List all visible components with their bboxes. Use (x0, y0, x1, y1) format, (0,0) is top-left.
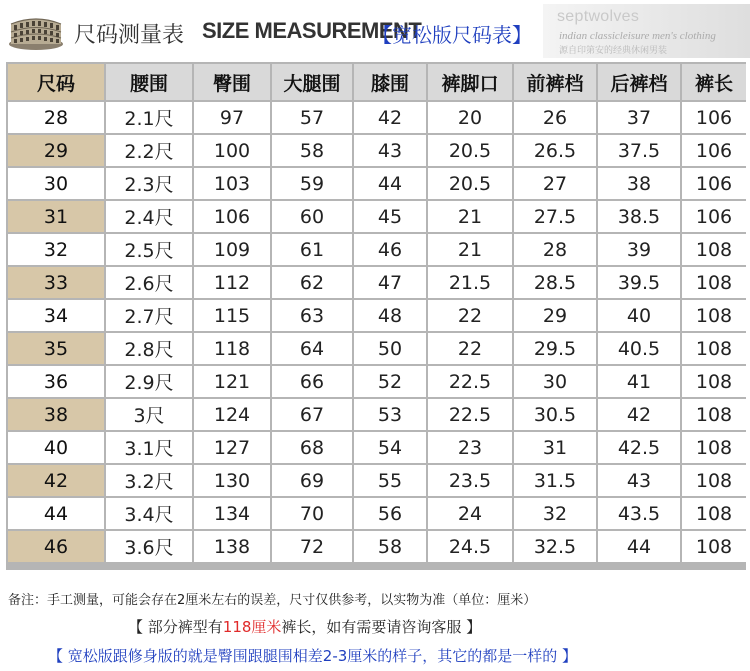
table-cell: 3.4尺 (106, 498, 192, 529)
table-cell: 37.5 (598, 135, 680, 166)
table-cell: 27.5 (514, 201, 596, 232)
table-cell: 106 (682, 102, 746, 133)
table-cell: 22 (428, 300, 512, 331)
table-row (8, 465, 746, 496)
table-cell: 3.1尺 (106, 432, 192, 463)
brand-tagline-cn: 源自印第安的经典休闲男装 (559, 46, 668, 56)
table-cell: 134 (194, 498, 270, 529)
table-cell: 43 (354, 135, 426, 166)
brand-watermark (543, 4, 750, 58)
table-cell: 108 (682, 300, 746, 331)
table-cell: 52 (354, 366, 426, 397)
page-title-en: SIZE MEASUREMENT (202, 18, 422, 43)
table-cell: 41 (598, 366, 680, 397)
table-cell: 64 (272, 333, 352, 364)
table-cell: 130 (194, 465, 270, 496)
table-row (8, 102, 746, 133)
table-cell: 2.1尺 (106, 102, 192, 133)
table-cell: 40 (598, 300, 680, 331)
table-row (8, 135, 746, 166)
table-cell: 63 (272, 300, 352, 331)
table-cell: 108 (682, 465, 746, 496)
table-cell: 2.5尺 (106, 234, 192, 265)
table-row (8, 300, 746, 331)
table-cell: 100 (194, 135, 270, 166)
table-cell: 31.5 (514, 465, 596, 496)
length-note-highlight: 118厘米 (222, 618, 282, 636)
table-cell: 62 (272, 267, 352, 298)
table-cell: 20.5 (428, 135, 512, 166)
table-cell: 56 (354, 498, 426, 529)
table-cell: 121 (194, 366, 270, 397)
table-cell: 22.5 (428, 366, 512, 397)
table-cell: 21.5 (428, 267, 512, 298)
size-cell: 30 (8, 168, 104, 199)
column-header: 臀围 (194, 64, 270, 100)
colosseum-icon (8, 10, 64, 52)
column-header: 大腿围 (272, 64, 352, 100)
table-cell: 40.5 (598, 333, 680, 364)
table-cell: 58 (272, 135, 352, 166)
table-row (8, 399, 746, 430)
column-header: 后裤档 (598, 64, 680, 100)
table-cell: 30 (514, 366, 596, 397)
table-cell: 46 (354, 234, 426, 265)
table-cell: 112 (194, 267, 270, 298)
table-cell: 32.5 (514, 531, 596, 562)
table-cell: 106 (682, 201, 746, 232)
table-cell: 38 (598, 168, 680, 199)
table-cell: 29 (514, 300, 596, 331)
column-header: 腰围 (106, 64, 192, 100)
page-title-tag: 【宽松版尺码表】 (372, 23, 532, 47)
table-cell: 45 (354, 201, 426, 232)
size-cell: 32 (8, 234, 104, 265)
column-header: 膝围 (354, 64, 426, 100)
column-header: 裤脚口 (428, 64, 512, 100)
table-cell: 2.4尺 (106, 201, 192, 232)
length-note (128, 616, 481, 637)
table-cell: 42 (354, 102, 426, 133)
size-cell: 40 (8, 432, 104, 463)
table-cell: 103 (194, 168, 270, 199)
table-cell: 43.5 (598, 498, 680, 529)
size-cell: 38 (8, 399, 104, 430)
measurement-note: 备注：手工测量，可能会存在2厘米左右的误差，尺寸仅供参考，以实物为准（单位：厘米） (8, 593, 537, 608)
table-cell: 44 (354, 168, 426, 199)
table-cell: 37 (598, 102, 680, 133)
table-cell: 43 (598, 465, 680, 496)
table-cell: 55 (354, 465, 426, 496)
size-cell: 42 (8, 465, 104, 496)
table-cell: 67 (272, 399, 352, 430)
table-cell: 57 (272, 102, 352, 133)
table-cell: 59 (272, 168, 352, 199)
table-row (8, 267, 746, 298)
table-cell: 70 (272, 498, 352, 529)
table-cell: 109 (194, 234, 270, 265)
table-cell: 108 (682, 531, 746, 562)
length-note-prefix: 【 部分裤型有 (128, 618, 223, 636)
table-cell: 69 (272, 465, 352, 496)
table-cell: 2.9尺 (106, 366, 192, 397)
table-cell: 47 (354, 267, 426, 298)
size-table-container (6, 62, 746, 570)
table-cell: 24.5 (428, 531, 512, 562)
table-cell: 108 (682, 498, 746, 529)
table-cell: 58 (354, 531, 426, 562)
table-row (8, 201, 746, 232)
column-header: 前裤档 (514, 64, 596, 100)
table-cell: 61 (272, 234, 352, 265)
table-cell: 39.5 (598, 267, 680, 298)
table-cell: 22.5 (428, 399, 512, 430)
table-cell: 39 (598, 234, 680, 265)
table-row (8, 366, 746, 397)
table-cell: 127 (194, 432, 270, 463)
table-cell: 44 (598, 531, 680, 562)
table-row (8, 531, 746, 562)
table-row (8, 333, 746, 364)
table-cell: 22 (428, 333, 512, 364)
table-cell: 66 (272, 366, 352, 397)
table-header-row (8, 64, 746, 100)
table-cell: 124 (194, 399, 270, 430)
table-row (8, 432, 746, 463)
table-cell: 38.5 (598, 201, 680, 232)
size-cell: 36 (8, 366, 104, 397)
column-header: 尺码 (8, 64, 104, 100)
table-cell: 108 (682, 333, 746, 364)
table-cell: 20 (428, 102, 512, 133)
table-cell: 108 (682, 432, 746, 463)
table-cell: 97 (194, 102, 270, 133)
size-cell: 44 (8, 498, 104, 529)
table-cell: 2.6尺 (106, 267, 192, 298)
column-header: 裤长 (682, 64, 746, 100)
brand-name: septwolves (557, 8, 640, 25)
table-cell: 138 (194, 531, 270, 562)
table-cell: 68 (272, 432, 352, 463)
length-note-suffix: 裤长，如有需要请咨询客服 】 (281, 618, 482, 636)
table-cell: 26 (514, 102, 596, 133)
table-cell: 3尺 (106, 399, 192, 430)
table-cell: 2.8尺 (106, 333, 192, 364)
table-cell: 3.2尺 (106, 465, 192, 496)
table-cell: 106 (682, 135, 746, 166)
table-cell: 2.7尺 (106, 300, 192, 331)
table-cell: 108 (682, 234, 746, 265)
table-cell: 48 (354, 300, 426, 331)
table-cell: 115 (194, 300, 270, 331)
table-cell: 50 (354, 333, 426, 364)
table-cell: 23 (428, 432, 512, 463)
table-cell: 60 (272, 201, 352, 232)
table-cell: 3.6尺 (106, 531, 192, 562)
table-cell: 106 (682, 168, 746, 199)
size-cell: 34 (8, 300, 104, 331)
table-cell: 21 (428, 234, 512, 265)
size-cell: 46 (8, 531, 104, 562)
table-cell: 23.5 (428, 465, 512, 496)
table-cell: 42 (598, 399, 680, 430)
table-cell: 29.5 (514, 333, 596, 364)
size-cell: 31 (8, 201, 104, 232)
table-body (8, 102, 746, 562)
table-cell: 28 (514, 234, 596, 265)
table-cell: 118 (194, 333, 270, 364)
page-title-cn: 尺码测量表 (74, 23, 185, 48)
header (0, 0, 750, 62)
table-row (8, 234, 746, 265)
table-cell: 106 (194, 201, 270, 232)
table-cell: 21 (428, 201, 512, 232)
table-cell: 32 (514, 498, 596, 529)
table-row (8, 498, 746, 529)
table-cell: 28.5 (514, 267, 596, 298)
table-cell: 54 (354, 432, 426, 463)
size-cell: 33 (8, 267, 104, 298)
size-cell: 35 (8, 333, 104, 364)
table-cell: 20.5 (428, 168, 512, 199)
table-cell: 30.5 (514, 399, 596, 430)
table-cell: 24 (428, 498, 512, 529)
table-cell: 27 (514, 168, 596, 199)
size-cell: 29 (8, 135, 104, 166)
fit-note: 【 宽松版跟修身版的就是臀围跟腿围相差2-3厘米的样子，其它的都是一样的 】 (48, 647, 578, 665)
table-cell: 2.2尺 (106, 135, 192, 166)
table-cell: 26.5 (514, 135, 596, 166)
table-cell: 31 (514, 432, 596, 463)
table-cell: 108 (682, 366, 746, 397)
table-cell: 42.5 (598, 432, 680, 463)
size-table (6, 62, 748, 564)
table-cell: 108 (682, 267, 746, 298)
table-cell: 53 (354, 399, 426, 430)
table-cell: 2.3尺 (106, 168, 192, 199)
brand-tagline: indian classicleisure men's clothing (559, 30, 716, 42)
table-cell: 72 (272, 531, 352, 562)
table-cell: 108 (682, 399, 746, 430)
table-row (8, 168, 746, 199)
size-cell: 28 (8, 102, 104, 133)
